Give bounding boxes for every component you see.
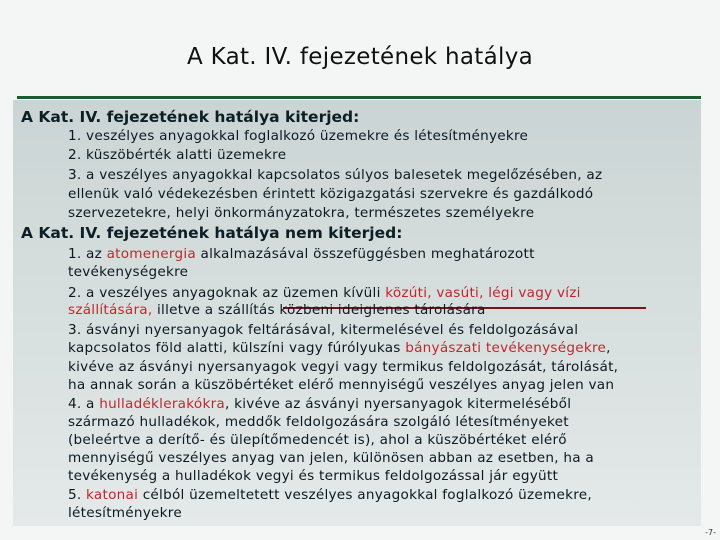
applies-item-3-line-2: ellenük való védekezésben érintett közigazgatási szervekre és gazdálkodó — [68, 186, 594, 202]
exempt-item-1-text-cont: alkalmazásával összefüggésben meghatározott — [195, 246, 535, 262]
exempt-item-3-text: kapcsolatos föld alatti, külszíni vagy fúrólyukas — [68, 340, 406, 356]
slide-number: -7- — [705, 528, 716, 537]
title-divider — [17, 96, 701, 99]
exempt-item-3-line-3: kivéve az ásványi nyersanyagok vegyi vagy termikus feldolgozását, tárolását, — [68, 359, 619, 375]
slide-title: A Kat. IV. fejezetének hatálya — [186, 44, 534, 70]
exempt-item-5-line-1 — [68, 487, 592, 505]
highlight-transport-modes: közúti, vasúti, légi vagy vízi — [385, 285, 581, 301]
exempt-item-5-text-cont: célból üzemeltetett veszélyes anyagokkal foglalkozó üzemekre, — [138, 487, 592, 503]
heading-not-applies: A Kat. IV. fejezetének hatálya nem kiterjed: — [21, 224, 403, 242]
exempt-item-4-line-2: származó hulladékok, meddők feldolgozására szolgáló létesítményeket — [68, 414, 569, 430]
highlight-transport: szállítására, — [68, 302, 153, 318]
exempt-item-3-line-1: 3. ásványi nyersanyagok feltárásával, kitermelésével és feldolgozásával — [68, 322, 579, 338]
exempt-item-1-line-2: tevékenységekre — [68, 264, 189, 280]
exempt-item-3-comma: , — [606, 340, 611, 356]
exempt-item-4-text-cont: , kivéve az ásványi nyersanyagok kitermeléséből — [225, 396, 572, 412]
exempt-item-5-line-2: létesítményekre — [68, 505, 182, 521]
exempt-item-3-line-4: ha annak során a küszöbértéket elérő mennyiségű veszélyes anyag jelen van — [68, 377, 615, 393]
highlight-landfills: hulladéklerakókra — [99, 396, 225, 412]
highlight-military: katonai — [86, 487, 139, 503]
exempt-item-2-line-2 — [68, 302, 486, 320]
content-panel — [13, 100, 701, 526]
heading-applies: A Kat. IV. fejezetének hatálya kiterjed: — [21, 108, 360, 126]
exempt-item-4-line-1 — [68, 396, 571, 414]
applies-item-2: 2. küszöbérték alatti üzemekre — [68, 147, 287, 163]
applies-item-1: 1. veszélyes anyagokkal foglalkozó üzemekre és létesítményekre — [68, 128, 529, 144]
exempt-item-3-line-2 — [68, 340, 611, 358]
exempt-item-4-line-3: (beleértve a derítő- és ülepítőmedencét is), ahol a küszöbértéket elérő — [68, 432, 567, 448]
exempt-item-2-text: 2. a veszélyes anyagoknak az üzemen kívüli — [68, 285, 386, 301]
exempt-item-1-line-1 — [68, 246, 535, 264]
exempt-item-4-line-4: mennyiségű veszélyes anyag van jelen, különösen abban az esetben, ha a — [68, 450, 594, 466]
exempt-item-4-text: 4. a — [68, 396, 100, 412]
exempt-item-5-text: 5. — [68, 487, 87, 503]
exempt-item-1-text: 1. az — [68, 246, 107, 262]
exempt-item-4-line-5: tevékenység a hulladékok vegyi és termikus feldolgozással jár együtt — [68, 468, 559, 484]
exempt-item-2-line-1 — [68, 285, 581, 303]
applies-item-3-line-1: 3. a veszélyes anyagokkal kapcsolatos súlyos balesetek megelőzésében, az — [68, 167, 603, 183]
applies-item-3-line-3: szervezetekre, helyi önkormányzatokra, természetes személyekre — [68, 205, 535, 221]
highlight-mining: bányászati tevékenységekre — [405, 340, 607, 356]
exempt-item-2-text-cont: illetve a szállítás közbeni ideiglenes tárolására — [152, 302, 486, 318]
highlight-atomenergia: atomenergia — [106, 246, 196, 262]
